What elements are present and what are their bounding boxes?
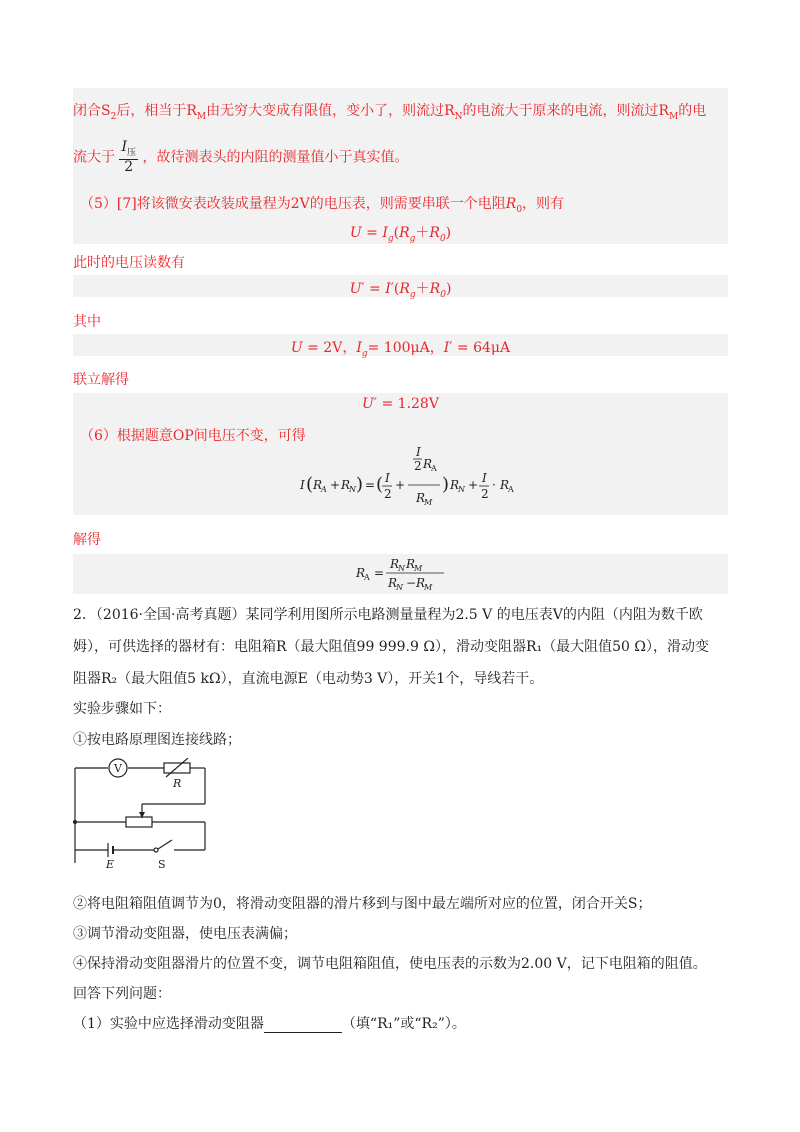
svg-text:+: + (330, 478, 341, 492)
equation-2: $U' = I'(R_g+R_0)$ (349, 281, 452, 300)
question-line-3: 阻器R₂（最大阻值5 kΩ），直流电源E（电动势3 V），开关1个，导线若干。 (73, 671, 544, 687)
svg-text:R: R (313, 478, 323, 492)
svg-text:2: 2 (481, 487, 489, 501)
question-1: （1）实验中应选择滑动变阻器 （填“R₁”或“R₂”）。 (73, 1016, 466, 1032)
svg-text:A: A (508, 485, 514, 494)
svg-text:R: R (356, 566, 366, 580)
svg-text:R: R (423, 457, 433, 471)
svg-text:(: ( (306, 474, 314, 495)
svg-text:M: M (414, 564, 423, 573)
step-3: ③调节滑动变阻器，使电压表满偏； (73, 926, 297, 942)
svg-text:N: N (349, 485, 356, 494)
svg-text:M: M (424, 498, 433, 507)
svg-text:A: A (364, 573, 370, 582)
solution-part-6: （6）根据题意OP间电压不变，可得 (80, 428, 306, 444)
svg-text:+: + (395, 478, 406, 492)
svg-text:R: R (406, 557, 416, 571)
step-1: ①按电路原理图连接线路； (73, 732, 241, 748)
svg-text:A: A (321, 485, 327, 494)
svg-text:2: 2 (384, 487, 392, 501)
svg-text:M: M (424, 583, 433, 592)
switch-label: S (158, 858, 166, 871)
svg-text:R: R (341, 478, 351, 492)
svg-text:(: ( (376, 474, 384, 495)
label-solve-2: 解得 (73, 532, 101, 548)
question-line-1: 2．（2016·全国·高考真题）某同学利用图所示电路测量量程为2.5 V 的电压表V的内阻（内阻为数千欧 (73, 607, 703, 623)
svg-text:2: 2 (414, 459, 422, 473)
svg-text:I: I (385, 471, 390, 485)
svg-text:R: R (500, 478, 510, 492)
svg-text:I: I (416, 446, 421, 459)
box-label: R (173, 777, 182, 790)
svg-text:+: + (468, 478, 479, 492)
voltmeter-label: V (114, 762, 122, 775)
svg-text:R: R (416, 491, 426, 505)
label-solve: 联立解得 (73, 372, 129, 388)
svg-text:=: = (374, 566, 385, 580)
equation-4: U′ = 1.28V (362, 396, 439, 412)
equation-3: U = 2V，$I_g= 100\mu A$，I′ = 64μA (290, 340, 511, 359)
label-where: 其中 (73, 314, 101, 330)
rheostat-icon (126, 817, 152, 827)
svg-text:R: R (390, 557, 400, 571)
circuit-diagram (70, 758, 220, 873)
svg-text:R: R (388, 576, 398, 590)
svg-text:A: A (431, 464, 437, 473)
solution-part-5: （5）[7]将该微安表改装成量程为2V的电压表，则需要串联一个电阻$R_0$，则有 (80, 196, 565, 215)
equation-6 (352, 554, 472, 594)
label-voltage-reading: 此时的电压读数有 (73, 255, 185, 271)
solution-line-1: 闭合$S_2$后，相当于$R_M$由无穷大变成有限值，变小了，则流过$R_N$的电流大于原来的电流，则流过$R_M$的电 (73, 103, 707, 122)
equation-1: $U = I_g(R_g+R_0)$ (349, 225, 452, 244)
solution-line-2: 流大于 $\frac{I_压}{2}$ ，故待测表头的内阻的测量值小于真实值。 (73, 139, 409, 175)
equation-5 (270, 446, 610, 518)
svg-text:N: N (396, 583, 403, 592)
step-4: ④保持滑动变阻器滑片的位置不变，调节电阻箱阻值，使电压表的示数为2.00 V，记下电阻箱的阻值。 (73, 956, 707, 972)
answer-blank[interactable] (264, 1018, 342, 1033)
source-label: E (106, 858, 115, 871)
steps-label: 实验步骤如下： (73, 701, 171, 717)
question-line-2: 姆），可供选择的器材有：电阻箱R（最大阻值99 999.9 Ω），滑动变阻器R₁（最大阻值50 Ω），滑动变 (73, 639, 709, 655)
svg-text:I: I (482, 471, 487, 485)
svg-text:−: − (406, 576, 417, 590)
svg-text:R: R (416, 576, 426, 590)
step-2: ②将电阻箱阻值调节为0，将滑动变阻器的滑片移到与图中最左端所对应的位置，闭合开关S； (73, 896, 652, 912)
svg-text:): ) (356, 474, 364, 495)
svg-text:R: R (450, 478, 460, 492)
svg-text:N: N (458, 485, 465, 494)
svg-text:·: · (492, 478, 496, 492)
svg-text:): ) (442, 474, 450, 495)
answer-label: 回答下列问题： (73, 986, 171, 1002)
svg-text:I: I (300, 478, 305, 492)
fraction-i-over-2: $\frac{I_压}{2}$ (121, 139, 136, 175)
svg-text:=: = (365, 478, 376, 492)
svg-text:N: N (398, 564, 405, 573)
